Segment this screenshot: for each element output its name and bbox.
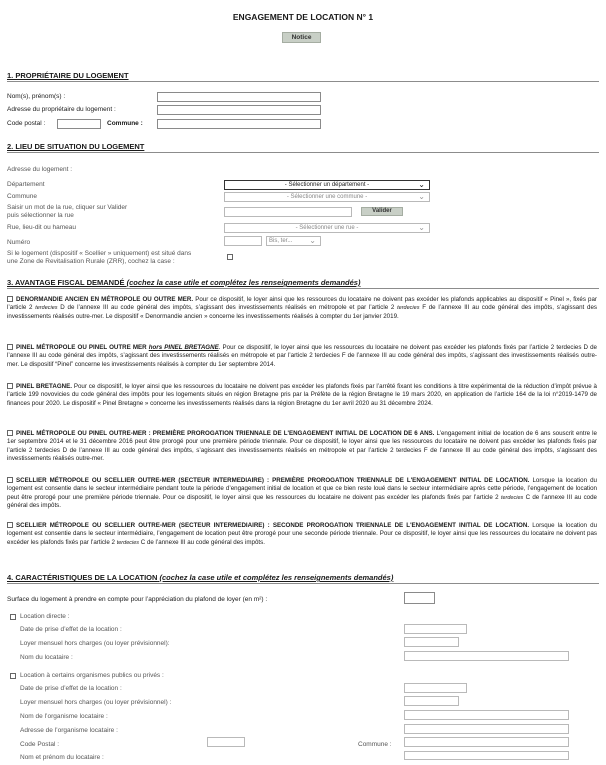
- section-3-heading: 3. AVANTAGE FISCAL DEMANDÉ: [7, 278, 125, 287]
- direct-tenant-input[interactable]: [404, 651, 569, 661]
- owner-name-input[interactable]: [157, 92, 321, 102]
- option-text: Lorsque la location du logement est consentie dans le secteur intermédiaire, l’engagement de location peut être prorogé pour une seconde période triennale. Pour ce dispositif, le loyer ainsi que les ressources du locataire ne doivent pas excéder les plafonds fixés par l’article 2: [7, 522, 598, 546]
- option-text: terdecies: [397, 305, 420, 312]
- org-commune-label: Commune :: [358, 741, 392, 748]
- owner-address-input[interactable]: [157, 105, 321, 115]
- surface-label: Surface du logement à prendre en compte pour l’appréciation du plafond de loyer (en m²) :: [7, 596, 268, 603]
- option-denormandie: [7, 296, 597, 321]
- option-text: Pour ce dispositif, le loyer ainsi que les ressources du locataire ne doivent pas excéder les plafonds fixés par l’arrêté fixant les conditions à titre expérimental de la réduction d’impôt prévue à l’article 199 novovicies du code général des impôts pour les logements situés en région Bretagne pris par la Préfète de la région Bretagne le 19 mars 2020, en application de l’article 164 de la loi n°2019-1479 de finances pour 2020. Le dispositif « Pinel Bretagne » concerne les investissements réalisés dans la région Bretagne du 1er avril 2020 au 31 décembre 2024.: [7, 383, 597, 407]
- street-hint-line-2: puis sélectionner la rue: [7, 212, 74, 219]
- section-3-divider: [7, 288, 599, 289]
- commune-select[interactable]: [224, 192, 430, 202]
- street-label: Rue, lieu-dit ou hameau: [7, 224, 77, 231]
- org-location-label: Location à certains organismes publics ou privés :: [20, 672, 164, 679]
- street-search-input[interactable]: [224, 207, 352, 217]
- option-heading: PINEL MÉTROPOLE OU PINEL OUTRE MER: [16, 344, 147, 351]
- option-pinel-prorogation: [7, 430, 597, 464]
- department-select[interactable]: [224, 180, 430, 190]
- org-postal-label: Code Postal :: [20, 741, 60, 748]
- direct-rent-input[interactable]: [404, 637, 459, 647]
- org-location-checkbox[interactable]: [10, 673, 16, 679]
- commune-select-value: - Sélectionner une commune -: [286, 194, 368, 200]
- owner-postal-label: Code postal :: [7, 120, 46, 127]
- section-3-title: [7, 278, 360, 287]
- number-label: Numéro: [7, 239, 31, 246]
- section-4-divider: [7, 583, 599, 584]
- section-1-divider: [7, 81, 599, 82]
- direct-date-input[interactable]: [404, 624, 467, 634]
- number-input[interactable]: [224, 236, 262, 246]
- department-select-value: - Sélectionner un département -: [284, 182, 370, 188]
- department-label: Département: [7, 181, 45, 188]
- org-rent-input[interactable]: [404, 696, 459, 706]
- commune-label: Commune: [7, 193, 37, 200]
- option-text: F de l’annexe III au code général des impôts, s’agissant des investissements réalisés outre-mer. Le dispositif « Denormandie ancien » concerne les investissements réalisés à compter du 1er janvier 2019.: [7, 304, 597, 320]
- option-heading: SCELLIER MÉTROPOLE OU SCELLIER OUTRE-MER (SECTEUR INTERMEDIAIRE) : SECONDE PROROGATION TRIENNALE DE L'ENGAGEMENT INITIAL DE LOCATION.: [16, 522, 530, 529]
- option-text: L’engagement initial de location de 6 ans souscrit entre le 1er septembre 2014 et le 31 décembre 2016 peut être prorogé pour une première période triennale. Pour ce dispositif, le loyer ainsi que les ressources du locataire ne doivent pas excéder les plafonds fixés par l’article 2 terdecies D de l’annexe III au code général des impôts, s’agissant des investissements réalisés en métropole et par l’article 2 terdecies F de l’annexe III au code général des impôts, s’agissant des investissements réalisés outre-mer.: [7, 430, 597, 463]
- surface-input[interactable]: [404, 592, 435, 604]
- option-heading: PINEL BRETAGNE.: [16, 383, 72, 390]
- org-name-input[interactable]: [404, 710, 569, 720]
- option-text: terdecies: [116, 539, 140, 546]
- option-pinel-bretagne-checkbox[interactable]: [7, 383, 13, 389]
- option-text: D de l’annexe III au code général des impôts, s’agissant des investissements réalisés en métropole et par l’article 2: [57, 304, 398, 312]
- validate-button[interactable]: Valider: [361, 207, 403, 216]
- option-pinel-bretagne: [7, 383, 597, 408]
- org-rent-label: Loyer mensuel hors charges (ou loyer prévisionnel) :: [20, 699, 172, 706]
- option-denormandie-checkbox[interactable]: [7, 296, 13, 302]
- option-pinel-checkbox[interactable]: [7, 344, 13, 350]
- owner-name-label: Nom(s), prénom(s) :: [7, 93, 66, 100]
- section-2-divider: [7, 152, 599, 153]
- street-select[interactable]: [224, 223, 430, 233]
- option-heading: DENORMANDIE ANCIEN EN MÉTROPOLE OU OUTRE MER.: [16, 296, 194, 303]
- option-text: terdecies: [500, 494, 524, 501]
- direct-date-label: Date de prise d’effet de la location :: [20, 626, 122, 633]
- section-4-title: [7, 573, 393, 582]
- owner-commune-label: Commune :: [107, 120, 143, 127]
- option-text: Pour ce dispositif, le loyer ainsi que les ressources du locataire ne doivent pas excéder les plafonds applicables au dispositif « Pinel », fixés par l’article 2: [7, 296, 597, 312]
- org-date-input[interactable]: [404, 683, 467, 693]
- street-hint-line-1: Saisir un mot de la rue, cliquer sur Valider: [7, 204, 128, 211]
- option-pinel-prorogation-checkbox[interactable]: [7, 430, 13, 436]
- option-heading: PINEL MÉTROPOLE OU PINEL OUTRE-MER : PREMIÈRE PROROGATION TRIENNALE DE L'ENGAGEMENT INITIAL DE LOCATION DE 6 ANS.: [16, 430, 435, 437]
- section-4-subtitle: (cochez la case utile et complétez les renseignements demandés): [159, 573, 394, 582]
- section-1-title: 1. PROPRIÉTAIRE DU LOGEMENT: [7, 71, 129, 80]
- zrr-text-line-2: une Zone de Revitalisation Rurale (ZRR), cochez la case :: [7, 258, 175, 265]
- owner-commune-input[interactable]: [157, 119, 321, 129]
- option-scellier-second-checkbox[interactable]: [7, 522, 13, 528]
- option-scellier-first-checkbox[interactable]: [7, 477, 13, 483]
- org-commune-input[interactable]: [404, 737, 569, 747]
- org-date-label: Date de prise d’effet de la location :: [20, 685, 122, 692]
- section-3-subtitle: (cochez la case utile et complétez les renseignements demandés): [126, 278, 361, 287]
- street-select-value: - Sélectionner une rue -: [295, 225, 359, 231]
- option-text: C de l’annexe III au code général des impôts.: [7, 493, 597, 510]
- subtenant-input[interactable]: [404, 751, 569, 760]
- option-scellier-first: [7, 477, 597, 511]
- direct-location-checkbox[interactable]: [10, 614, 16, 620]
- chevron-down-icon: ⌄: [309, 236, 316, 245]
- bis-ter-select[interactable]: [266, 236, 321, 246]
- direct-location-label: Location directe :: [20, 613, 70, 620]
- direct-tenant-label: Nom du locataire :: [20, 654, 73, 661]
- owner-address-label: Adresse du propriétaire du logement :: [7, 106, 116, 113]
- owner-postal-input[interactable]: [57, 119, 101, 129]
- page-title: ENGAGEMENT DE LOCATION N° 1: [232, 12, 374, 22]
- org-address-input[interactable]: [404, 724, 569, 734]
- property-address-label: Adresse du logement :: [7, 166, 73, 173]
- org-name-label: Nom de l’organisme locataire :: [20, 713, 108, 720]
- option-heading: SCELLIER MÉTROPOLE OU SCELLIER OUTRE-MER (SECTEUR INTERMEDIAIRE) : PREMIÈRE PROROGATION TRIENNALE DE L'ENGAGEMENT INITIAL DE LOCATION.: [16, 477, 530, 484]
- chevron-down-icon: ⌄: [418, 180, 425, 189]
- option-text: . Pour ce dispositif, le loyer ainsi que les ressources du locataire ne doivent pas excéder les plafonds fixés par l’article 2 terdecies D de l’annexe III au code général des impôts, s’agissant des investissements réalisés en métropole et par l’article 2 terdecies F de l’annexe III au code général des impôts, s’agissant des investissements réalisés outre-mer. Le dispositif “Pinel” concerne les investissements réalisés à compter du 1er septembre 2014.: [7, 344, 597, 368]
- chevron-down-icon: ⌄: [418, 192, 425, 201]
- option-text: Lorsque la location du logement est consentie dans le secteur intermédiaire pendant toute la période d’engagement initial de location et que ce bien reste loué dans le secteur intermédiaire après cette période, l’engagement de location peut être prorogé pour une première période triennale. Pour ce dispositif, le loyer ainsi que les ressources du locataire ne doivent pas excéder les plafonds fixés par l’article 2: [7, 477, 598, 501]
- bis-ter-value: Bis, ter...: [269, 238, 293, 244]
- zrr-checkbox[interactable]: [227, 254, 233, 260]
- subtenant-label: Nom et prénom du locataire :: [20, 754, 104, 761]
- option-heading-exclusion: hors PINEL BRETAGNE: [148, 344, 219, 351]
- org-address-label: Adresse de l’organisme locataire :: [20, 727, 118, 734]
- option-text: terdecies: [35, 305, 58, 312]
- option-text: C de l’annexe III au code général des impôts.: [139, 538, 265, 546]
- option-scellier-second: [7, 522, 597, 547]
- option-pinel: [7, 344, 597, 369]
- notice-button[interactable]: Notice: [282, 32, 321, 43]
- section-4-heading: 4. CARACTÉRISTIQUES DE LA LOCATION: [7, 573, 158, 582]
- section-2-title: 2. LIEU DE SITUATION DU LOGEMENT: [7, 142, 145, 151]
- chevron-down-icon: ⌄: [418, 223, 425, 232]
- direct-rent-label: Loyer mensuel hors charges (ou loyer prévisionnel):: [20, 640, 170, 647]
- zrr-text-line-1: Si le logement (dispositif « Scellier » uniquement) est situé dans: [7, 250, 192, 257]
- org-postal-input[interactable]: [207, 737, 245, 747]
